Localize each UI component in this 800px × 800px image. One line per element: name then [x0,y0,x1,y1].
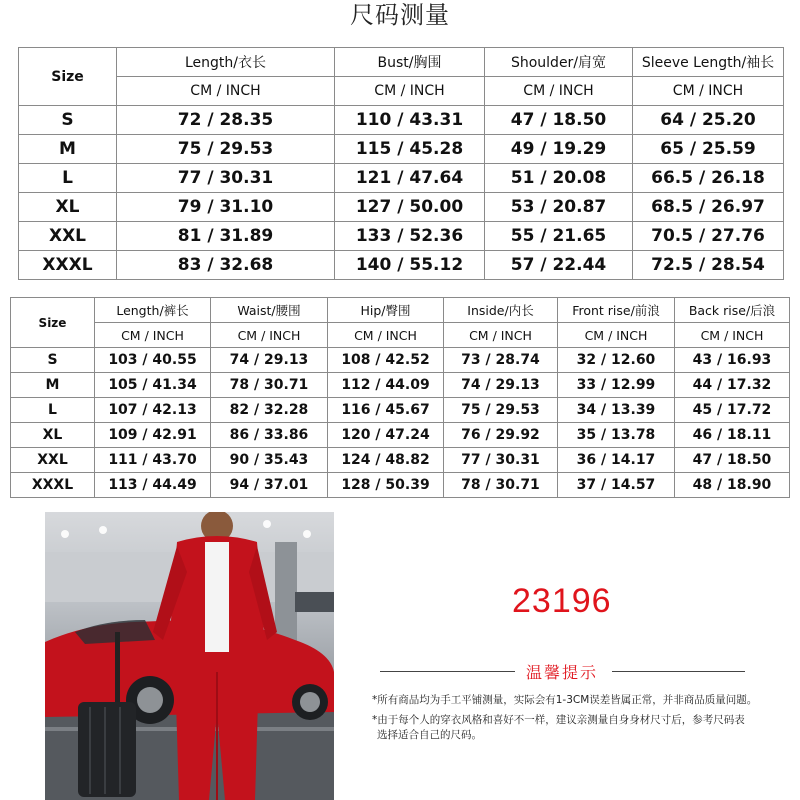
table-row [19,164,784,193]
table-row [11,448,790,473]
table-row [19,135,784,164]
size-label: XXL [11,448,95,473]
unit-label: CM / INCH [328,323,444,348]
table-cell: 76 / 29.92 [444,423,558,448]
table-cell: 70.5 / 27.76 [633,222,784,251]
table-cell: 107 / 42.13 [95,398,211,423]
column-header: Back rise/后浪 [675,298,790,323]
table-cell: 78 / 30.71 [444,473,558,498]
product-photo [45,512,334,800]
table-cell: 133 / 52.36 [335,222,485,251]
unit-label: CM / INCH [335,77,485,106]
divider-right [612,671,745,672]
table-cell: 43 / 16.93 [675,348,790,373]
table-row [11,473,790,498]
table-cell: 74 / 29.13 [211,348,328,373]
table-cell: 111 / 43.70 [95,448,211,473]
column-header: Waist/腰围 [211,298,328,323]
tips-note: *所有商品均为手工平铺测量，实际会有1-3CM误差皆属正常，并非商品质量问题。 [372,694,758,706]
unit-label: CM / INCH [675,323,790,348]
table-row [19,222,784,251]
table-cell: 105 / 41.34 [95,373,211,398]
table-cell: 48 / 18.90 [675,473,790,498]
size-label: S [11,348,95,373]
table-cell: 57 / 22.44 [485,251,633,280]
column-header: Length/衣长 [117,48,335,77]
table-cell: 115 / 45.28 [335,135,485,164]
table-cell: 55 / 21.65 [485,222,633,251]
table-cell: 75 / 29.53 [117,135,335,164]
table-cell: 73 / 28.74 [444,348,558,373]
table-row [11,398,790,423]
table-cell: 74 / 29.13 [444,373,558,398]
table-cell: 47 / 18.50 [675,448,790,473]
table-cell: 121 / 47.64 [335,164,485,193]
table-cell: 128 / 50.39 [328,473,444,498]
table-cell: 140 / 55.12 [335,251,485,280]
divider-left [380,671,515,672]
page-title: 尺码测量 [350,1,450,29]
table-cell: 78 / 30.71 [211,373,328,398]
column-header: Front rise/前浪 [558,298,675,323]
table-cell: 65 / 25.59 [633,135,784,164]
table-cell: 72.5 / 28.54 [633,251,784,280]
table-row [19,251,784,280]
column-header: Sleeve Length/袖长 [633,48,784,77]
tips-title: 温馨提示 [526,663,599,682]
table-cell: 113 / 44.49 [95,473,211,498]
product-photo-illustration [45,512,334,800]
size-label: XL [11,423,95,448]
table-cell: 77 / 30.31 [117,164,335,193]
size-header: Size [11,298,95,348]
bottom-size-table [10,297,790,498]
table-cell: 53 / 20.87 [485,193,633,222]
unit-label: CM / INCH [633,77,784,106]
table-cell: 94 / 37.01 [211,473,328,498]
table-cell: 77 / 30.31 [444,448,558,473]
size-label: L [19,164,117,193]
size-label: XL [19,193,117,222]
table-cell: 82 / 32.28 [211,398,328,423]
size-label: S [19,106,117,135]
table-cell: 45 / 17.72 [675,398,790,423]
size-label: XXXL [19,251,117,280]
table-cell: 37 / 14.57 [558,473,675,498]
table-cell: 49 / 19.29 [485,135,633,164]
table-cell: 66.5 / 26.18 [633,164,784,193]
unit-label: CM / INCH [95,323,211,348]
table-cell: 90 / 35.43 [211,448,328,473]
column-header: Bust/胸围 [335,48,485,77]
table-cell: 81 / 31.89 [117,222,335,251]
size-label: XXXL [11,473,95,498]
table-cell: 36 / 14.17 [558,448,675,473]
table-cell: 108 / 42.52 [328,348,444,373]
size-label: L [11,398,95,423]
table-cell: 120 / 47.24 [328,423,444,448]
table-cell: 46 / 18.11 [675,423,790,448]
column-header: Length/裤长 [95,298,211,323]
table-cell: 72 / 28.35 [117,106,335,135]
table-cell: 68.5 / 26.97 [633,193,784,222]
table-cell: 33 / 12.99 [558,373,675,398]
table-cell: 109 / 42.91 [95,423,211,448]
column-header: Inside/内长 [444,298,558,323]
table-cell: 86 / 33.86 [211,423,328,448]
size-label: M [11,373,95,398]
table-cell: 35 / 13.78 [558,423,675,448]
top-size-table [18,47,784,280]
table-cell: 51 / 20.08 [485,164,633,193]
table-cell: 44 / 17.32 [675,373,790,398]
column-header: Hip/臀围 [328,298,444,323]
table-row [19,106,784,135]
table-cell: 112 / 44.09 [328,373,444,398]
table-cell: 103 / 40.55 [95,348,211,373]
table-cell: 32 / 12.60 [558,348,675,373]
table-cell: 116 / 45.67 [328,398,444,423]
unit-label: CM / INCH [444,323,558,348]
table-cell: 79 / 31.10 [117,193,335,222]
table-cell: 75 / 29.53 [444,398,558,423]
table-cell: 124 / 48.82 [328,448,444,473]
table-cell: 127 / 50.00 [335,193,485,222]
size-label: XXL [19,222,117,251]
table-row [11,348,790,373]
size-header: Size [19,48,117,106]
column-header: Shoulder/肩宽 [485,48,633,77]
table-cell: 110 / 43.31 [335,106,485,135]
tips-note: *由于每个人的穿衣风格和喜好不一样，建议亲测量自身身材尺寸后，参考尺码表 [372,714,745,726]
size-label: M [19,135,117,164]
table-row [11,423,790,448]
tips-note: 选择适合自己的尺码。 [377,729,482,741]
unit-label: CM / INCH [211,323,328,348]
table-cell: 83 / 32.68 [117,251,335,280]
table-row [19,193,784,222]
unit-label: CM / INCH [485,77,633,106]
unit-label: CM / INCH [558,323,675,348]
table-row [11,373,790,398]
product-code: 23196 [512,582,612,620]
table-cell: 34 / 13.39 [558,398,675,423]
table-cell: 64 / 25.20 [633,106,784,135]
unit-label: CM / INCH [117,77,335,106]
table-cell: 47 / 18.50 [485,106,633,135]
